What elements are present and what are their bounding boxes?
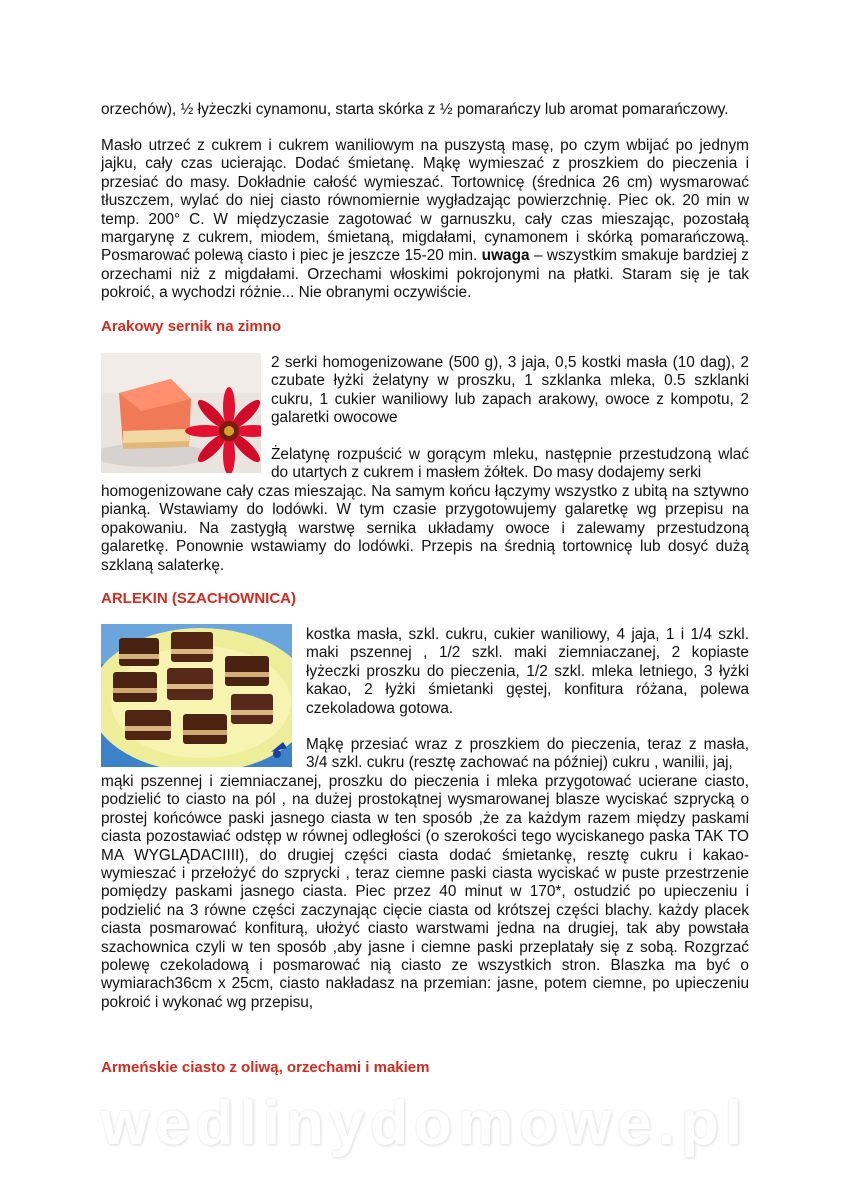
- recipe2-method-wrapped: Mąkę przesiać wraz z proszkiem do pieczenia, teraz z masła, 3/4 szkl. cukru (resztę zachować na później) cukru , wanilii, jaj,: [306, 736, 749, 772]
- intro-line: orzechów), ½ łyżeczki cynamonu, starta skórka z ½ pomarańczy lub aromat pomarańczowy.: [101, 101, 729, 118]
- recipe1-method: homogenizowane cały czas mieszając. Na samym końcu łączymy wszystko z ubitą na sztywno pianką. Wstawiamy do lodówki. W tym czasie przygotowujemy galaretkę wg przepisu na opakowaniu. Na zastygłą warstwę sernika układamy owoce i zalewamy przestudzoną galaretkę. Ponownie wstawiamy do lodówki. Przepis na średnią tortownicę lub dosyć dużą szklaną salaterkę.: [101, 483, 749, 574]
- intro-text-start: Masło utrzeć z cukrem i cukrem waniliowym na puszystą masę, po czym wbijać po jednym jajku, cały czas ucierając. Dodać śmietanę. Mąkę wymieszać z proszkiem do pieczenia i przesiać do masy. Dokładnie całość wymieszać. Tortownicę (średnica 26 cm) wysmarować tłuszczem, wylać do niej ciasto równomiernie wygładzając powierzchnię. Piec ok. 20 min w temp. 200° C. W międzyczasie zagotować w garnuszku, cały czas mieszając, pozostałą margarynę z cukrem, miodem, śmietaną, migdałami, cynamonem i skórką pomarańczową. Posmarować polewą ciasto i piec je jeszcze 15-20 min.: [101, 137, 749, 265]
- intro-text-end: – wszystkim smakuje bardziej z orzechami niż z migdałami. Orzechami włoskimi pokrojonymi na płatki. Staram się je tak pokroić, a wychodzi różnie... Nie obranymi oczywiście.: [101, 247, 750, 302]
- recipe-title-armenskie-ciasto: Armeńskie ciasto z oliwą, orzechami i makiem: [101, 1059, 430, 1076]
- recipe-title-arakowy-sernik: Arakowy sernik na zimno: [101, 318, 282, 335]
- recipe2-ingredients: kostka masła, szkl. cukru, cukier waniliowy, 4 jaja, 1 i 1/4 szkl. maki pszennej , 1/2 szkl. maki ziemniaczanej, 2 kopiaste łyżeczki proszku do pieczenia, 1/2 szkl. mleka letniego, 3 łyżki kakao, 2 łyżki śmietanki gęstej, konfitura różana, polewa czekoladowa gotowa.: [306, 626, 749, 717]
- recipe1-method-wrapped: Żelatynę rozpuścić w gorącym mleku, następnie przestudzoną wlać do utartych z cukrem i masłem żółtek. Do masy dodajemy serki: [271, 446, 749, 482]
- recipe-title-arlekin: ARLEKIN (SZACHOWNICA): [101, 590, 296, 607]
- recipe1-ingredients: 2 serki homogenizowane (500 g), 3 jaja, 0,5 kostki masła (10 dag), 2 czubate łyżki żelatyny w proszku, 1 szklanka mleka, 0.5 szklanki cukru, 1 cukier waniliowy lub zapach arakowy, owoce z kompotu, 2 galaretki owocowe: [271, 354, 749, 427]
- intro-note-bold: uwaga: [481, 247, 530, 265]
- recipe2-method: mąki pszennej i ziemniaczanej, proszku do pieczenia i mleka przygotować ucierane ciasto, podzielić to ciasto na pól , na dużej prostokątnej wysmarowanej blasze wyciskać szprycką o prostej końcówce paski jasnego ciasta w ten sposób ,że za każdym razem między paskami ciasta pozostawiać odstęp w równej odległości (o szerokości tego wyciskanego paska TAK TO MA WYGLĄDACIIII), do drugiej części ciasta dodać śmietankę, resztę cukru i kakao-wymieszać i przełożyć do szprycki , teraz ciemne paski ciasta wyciskać w puste przestrzenie pomiędzy paskami jasnego ciasta. Piec przez 40 minut w 170*, ostudzić po upieczeniu i podzielić na 3 równe części zaczynając cięcie ciasta od krótszej części blachy. każdy placek ciasta posmarować konfiturą, ułożyć ciasto warstwami jedna na drugiej, tak aby powstała szachownica czyli w ten sposób ,aby jasne i ciemne paski przeplatały się z sobą. Rozgrzać polewę czekoladową i posmarować nią ciasto ze wszystkich stron. Blaszka ma być o wymiarach36cm x 25cm, ciasto nakładasz na przemian: jasne, potem ciemne, po upieczeniu pokroić i wykonać wg przepisu,: [101, 773, 749, 1011]
- watermark: wedlinydomowe.pl: [100, 1089, 749, 1158]
- arlekin-cake-photo: [101, 624, 292, 767]
- intro-paragraph: [101, 137, 749, 303]
- cheesecake-photo: [101, 353, 261, 473]
